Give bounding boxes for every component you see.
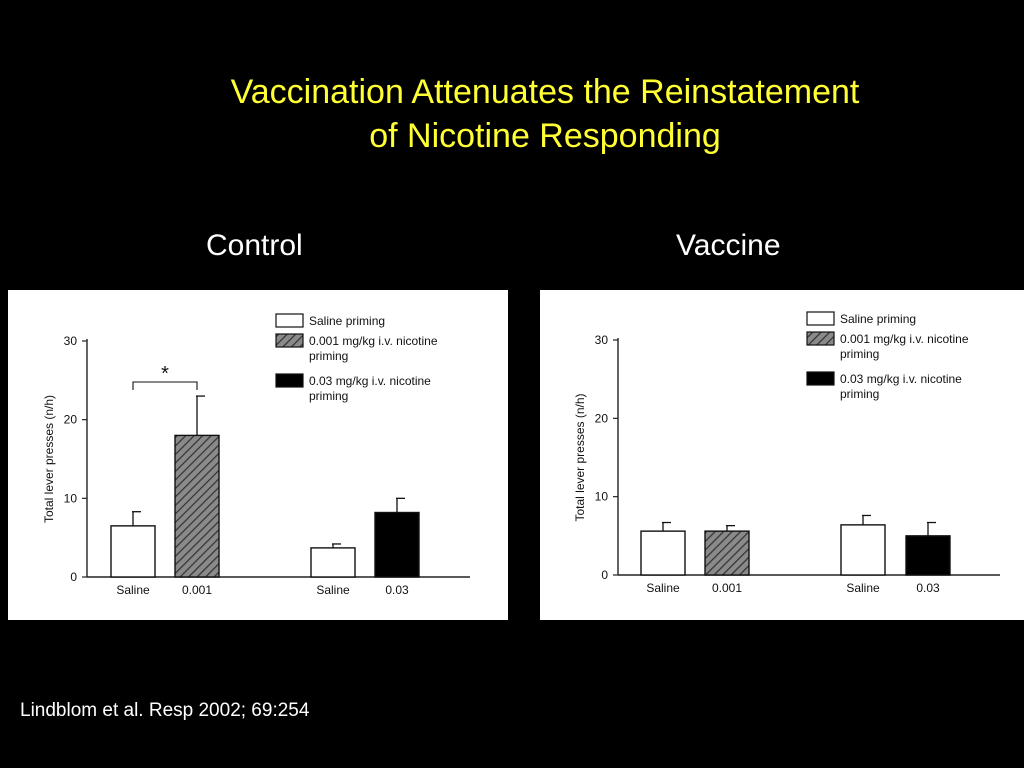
x-tick-label: 0.03	[385, 583, 409, 597]
legend-swatch-hatched	[807, 332, 834, 345]
legend-label-line1: 0.03 mg/kg i.v. nicotine	[840, 372, 962, 386]
vaccine-figure	[540, 290, 1024, 620]
legend-label: Saline priming	[309, 314, 386, 328]
slide-title	[150, 70, 940, 158]
bar-solid	[375, 512, 419, 577]
legend-label-line2: priming	[840, 387, 880, 401]
x-tick-label: 0.001	[711, 581, 743, 595]
slide-title-line-2: of Nicotine Responding	[369, 117, 721, 155]
y-tick-label: 10	[594, 489, 608, 504]
citation: Lindblom et al. Resp 2002; 69:254	[20, 700, 310, 721]
bar-open	[841, 525, 885, 575]
y-axis-label: Total lever presses (n/h)	[573, 393, 587, 522]
x-tick-label: Saline	[116, 583, 150, 597]
y-axis-label: Total lever presses (n/h)	[42, 394, 56, 524]
legend-swatch-solid	[807, 372, 834, 385]
slide-title-line-1: Vaccination Attenuates the Reinstatement	[230, 73, 860, 111]
legend-swatch-hatched	[276, 334, 303, 347]
significance-marker: *	[161, 363, 169, 385]
bar-open	[311, 548, 355, 577]
vaccine-chart	[540, 290, 1024, 620]
bar-solid	[906, 536, 950, 575]
legend-swatch-solid	[276, 374, 303, 387]
legend-swatch-open	[276, 314, 303, 327]
legend-label: Saline priming	[840, 312, 917, 326]
figure-divider-right	[534, 290, 536, 620]
y-tick-label: 10	[63, 491, 77, 506]
legend-label-line1: 0.001 mg/kg i.v. nicotine	[309, 334, 438, 348]
x-tick-label: Saline	[646, 581, 680, 595]
y-tick-label: 20	[594, 411, 608, 426]
control-chart	[8, 290, 508, 620]
legend-label-line1: 0.001 mg/kg i.v. nicotine	[840, 332, 969, 346]
y-tick-label: 0	[601, 568, 608, 582]
panel-caption-control: Control	[206, 229, 303, 262]
x-tick-label: Saline	[316, 583, 350, 597]
x-tick-label: Saline	[846, 581, 880, 595]
x-tick-label: 0.03	[916, 581, 940, 595]
figure-divider-left	[508, 290, 510, 620]
y-tick-label: 30	[594, 333, 608, 347]
legend-label-line2: priming	[309, 389, 349, 403]
y-tick-label: 30	[63, 334, 77, 348]
panel-caption-vaccine: Vaccine	[676, 229, 781, 262]
bar-hatched	[175, 435, 219, 577]
control-figure	[8, 290, 508, 620]
bar-open	[111, 526, 155, 577]
bar-open	[641, 531, 685, 575]
legend-label-line2: priming	[840, 347, 880, 361]
legend-swatch-open	[807, 312, 834, 325]
y-tick-label: 0	[70, 570, 77, 584]
legend-label-line1: 0.03 mg/kg i.v. nicotine	[309, 374, 431, 388]
bar-hatched	[705, 531, 749, 575]
y-tick-label: 20	[63, 412, 77, 427]
x-tick-label: 0.001	[181, 583, 213, 597]
legend-label-line2: priming	[309, 349, 349, 363]
